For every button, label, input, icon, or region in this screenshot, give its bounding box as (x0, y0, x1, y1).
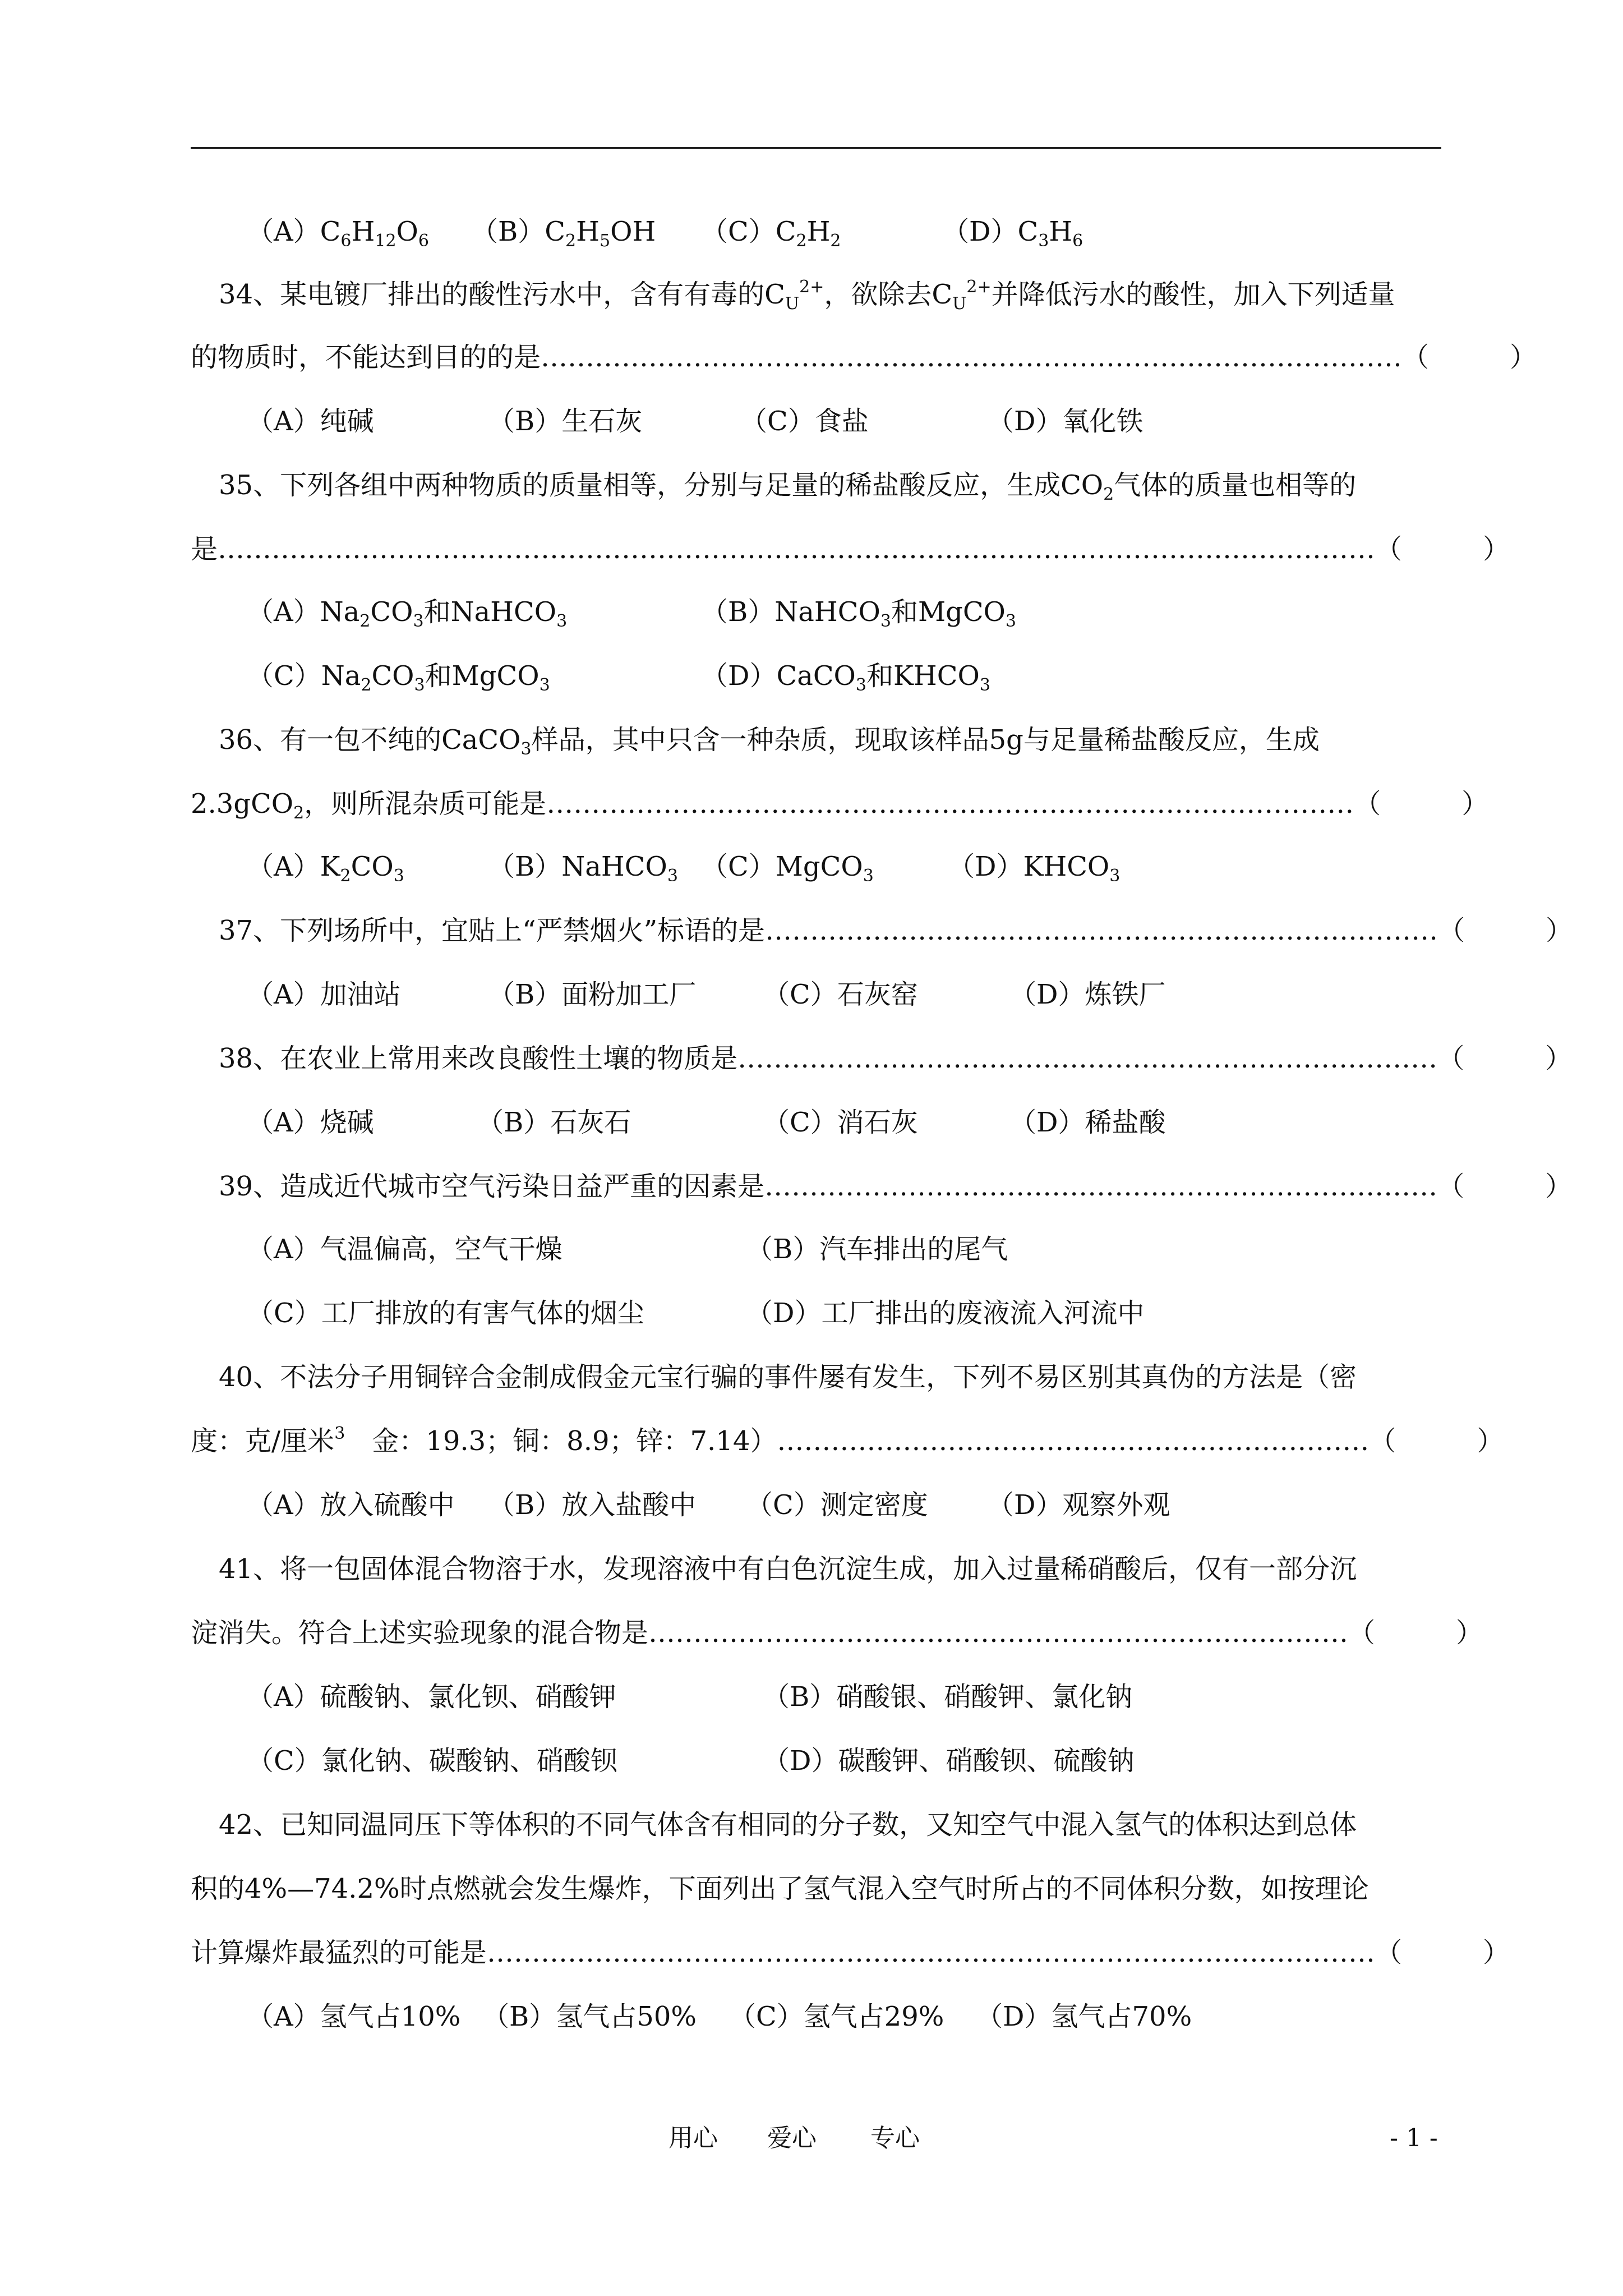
q35-options-row-2 (0, 653, 990, 699)
q39-option-a: （A）气温偏高，空气干燥 (247, 1234, 562, 1265)
q34-option-b: （B）生石灰 (488, 406, 643, 437)
q40-options (0, 1482, 1170, 1528)
q38-option-d: （D）稀盐酸 (1009, 1107, 1166, 1138)
q35-option-c: $(C)Na_2CO_3$和MgCO$_3$ (247, 660, 550, 695)
q35-option-d: （D）CaCO$_3$和$KHCO_3$ (701, 660, 990, 695)
q39-option-b: （B）汽车排出的尾气 (746, 1234, 1008, 1265)
q35-stem-line-1: 35、下列各组中两种物质的质量相等，分别与足量的稀盐酸反应，生成$CO_2$气体的质量也相等的 (219, 470, 1357, 504)
q39-options-row-2 (0, 1290, 1145, 1336)
q33-option-d: $(D)C_3H_6$ (942, 216, 1083, 251)
q37-option-c: （C）石灰窑 (763, 979, 918, 1010)
q36-option-a: $(A)K_2CO_3$ (247, 851, 404, 886)
q37-option-a: （A）加油站 (247, 979, 401, 1010)
q42-stem-line-1: 42、已知同温同压下等体积的不同气体含有相同的分子数，又知空气中混入氢气的体积达到总体 (219, 1809, 1357, 1841)
q42-option-d: （D）氢气占70% (976, 2001, 1192, 2032)
q36-options (0, 844, 1121, 890)
q41-options-row-1 (0, 1674, 1133, 1720)
q40-option-b: （B）放入盐酸中 (488, 1489, 697, 1521)
q33-option-a: $(A)C_6H_{12}O_6$ (247, 216, 429, 251)
q42-stem-line-2: 积的4%—74.2%时点燃就会发生爆炸，下面列出了氢气混入空气时所占的不同体积分数，如按理论 (191, 1873, 1369, 1904)
q41-stem-line-1: 41、将一包固体混合物溶于水，发现溶液中有白色沉淀生成，加入过量稀硝酸后，仅有一部分沉 (219, 1553, 1357, 1585)
q39-option-c: （C）工厂排放的有害气体的烟尘 (247, 1297, 644, 1329)
q34-option-c: （C）食盐 (740, 406, 869, 437)
q42-stem-line-3: 计算爆炸最猛烈的可能是………………………………………………………………………………………（ ） (191, 1937, 1510, 1968)
footer-motto-1: 用心 (668, 2124, 718, 2152)
q34-option-a: （A）纯碱 (247, 406, 374, 437)
q38-option-c: （C）消石灰 (763, 1107, 918, 1138)
page-number: - 1 - (1390, 2124, 1438, 2152)
q41-stem-line-2: 淀消失。符合上述实验现象的混合物是……………………………………………………………………（ ） (191, 1617, 1483, 1649)
q41-option-d: （D）碳酸钾、硝酸钡、硫酸钠 (763, 1745, 1135, 1777)
q37-stem: 37、下列场所中，宜贴上“严禁烟火”标语的是…………………………………………………………………（ ） (219, 915, 1573, 946)
q33-option-b: $(B)C_2H_5OH$ (471, 216, 656, 251)
q38-option-b: （B）石灰石 (477, 1107, 631, 1138)
q34-stem-line-2: 的物质时，不能达到目的的是……………………………………………………………………………………（ ） (191, 342, 1537, 373)
q41-option-b: （B）硝酸银、硝酸钾、氯化钠 (763, 1681, 1133, 1713)
q39-option-d: （D）工厂排出的废液流入河流中 (746, 1297, 1145, 1329)
q37-option-b: （B）面粉加工厂 (488, 979, 697, 1010)
header-rule (191, 147, 1441, 149)
q35-option-a: $(A)Na_2CO_3$和NaHCO$_3$ (247, 596, 568, 631)
q41-option-a: （A）硫酸钠、氯化钡、硝酸钾 (247, 1681, 616, 1713)
q39-options-row-1 (0, 1226, 1008, 1272)
q37-option-d: （D）炼铁厂 (1009, 979, 1166, 1010)
q42-option-c: （C）氢气占29% (729, 2001, 944, 2032)
q40-stem-line-2: 度：克/厘米$^3$ 金：19.3；铜：8.9；锌：7.14）…………………………………………………………（ ） (191, 1424, 1504, 1457)
q36-option-c: （C）MgCO$_3$ (701, 851, 874, 886)
q34-stem-line-1: 34、某电镀厂排出的酸性污水中，含有有毒的$C_U^{2+}$，欲除去$C_U^{2+}$并降低污水的酸性，加入下列适量 (219, 277, 1395, 314)
q38-options (0, 1099, 1166, 1145)
q34-options (0, 398, 1144, 444)
q40-option-d: （D）观察外观 (987, 1489, 1170, 1521)
q33-options (0, 209, 1083, 255)
q33-option-c: $(C)C_2H_2$ (701, 216, 841, 251)
q36-stem-line-2: 2.3gCO$_2$，则所混杂质可能是………………………………………………………………………………（ ） (191, 788, 1489, 823)
q42-options (0, 1994, 1192, 2040)
q41-options-row-2 (0, 1738, 1135, 1784)
q38-stem: 38、在农业上常用来改良酸性土壤的物质是……………………………………………………………………（ ） (219, 1043, 1573, 1074)
q36-option-d: $(D)KHCO_3$ (948, 851, 1121, 886)
q37-options (0, 972, 1166, 1018)
q35-options-row-1 (0, 589, 1016, 635)
q40-option-c: （C）测定密度 (746, 1489, 928, 1521)
q34-option-d: （D）氧化铁 (987, 406, 1144, 437)
q36-option-b: （B）NaHCO$_3$ (488, 851, 678, 886)
q42-option-b: （B）氢气占50% (482, 2001, 697, 2032)
q41-option-c: （C）氯化钠、碳酸钠、硝酸钡 (247, 1745, 617, 1777)
q42-option-a: （A）氢气占10% (247, 2001, 461, 2032)
q38-option-a: （A）烧碱 (247, 1107, 374, 1138)
q36-stem-line-1: 36、有一包不纯的CaCO$_3$样品，其中只含一种杂质，现取该样品5g与足量稀盐酸反应，生成 (219, 724, 1320, 759)
q40-stem-line-1: 40、不法分子用铜锌合金制成假金元宝行骗的事件屡有发生，下列不易区别其真伪的方法是（密 (219, 1361, 1357, 1393)
q40-option-a: （A）放入硫酸中 (247, 1489, 455, 1521)
footer-motto-2: 爱心 (767, 2124, 817, 2152)
q35-option-b: （B）NaHCO$_3$和MgCO$_3$ (701, 596, 1016, 631)
q35-stem-line-2: 是…………………………………………………………………………………………………………………（ ） (191, 533, 1510, 565)
footer-motto-3: 专心 (870, 2124, 920, 2152)
q39-stem: 39、造成近代城市空气污染日益严重的因素是…………………………………………………………………（ ） (219, 1171, 1573, 1202)
